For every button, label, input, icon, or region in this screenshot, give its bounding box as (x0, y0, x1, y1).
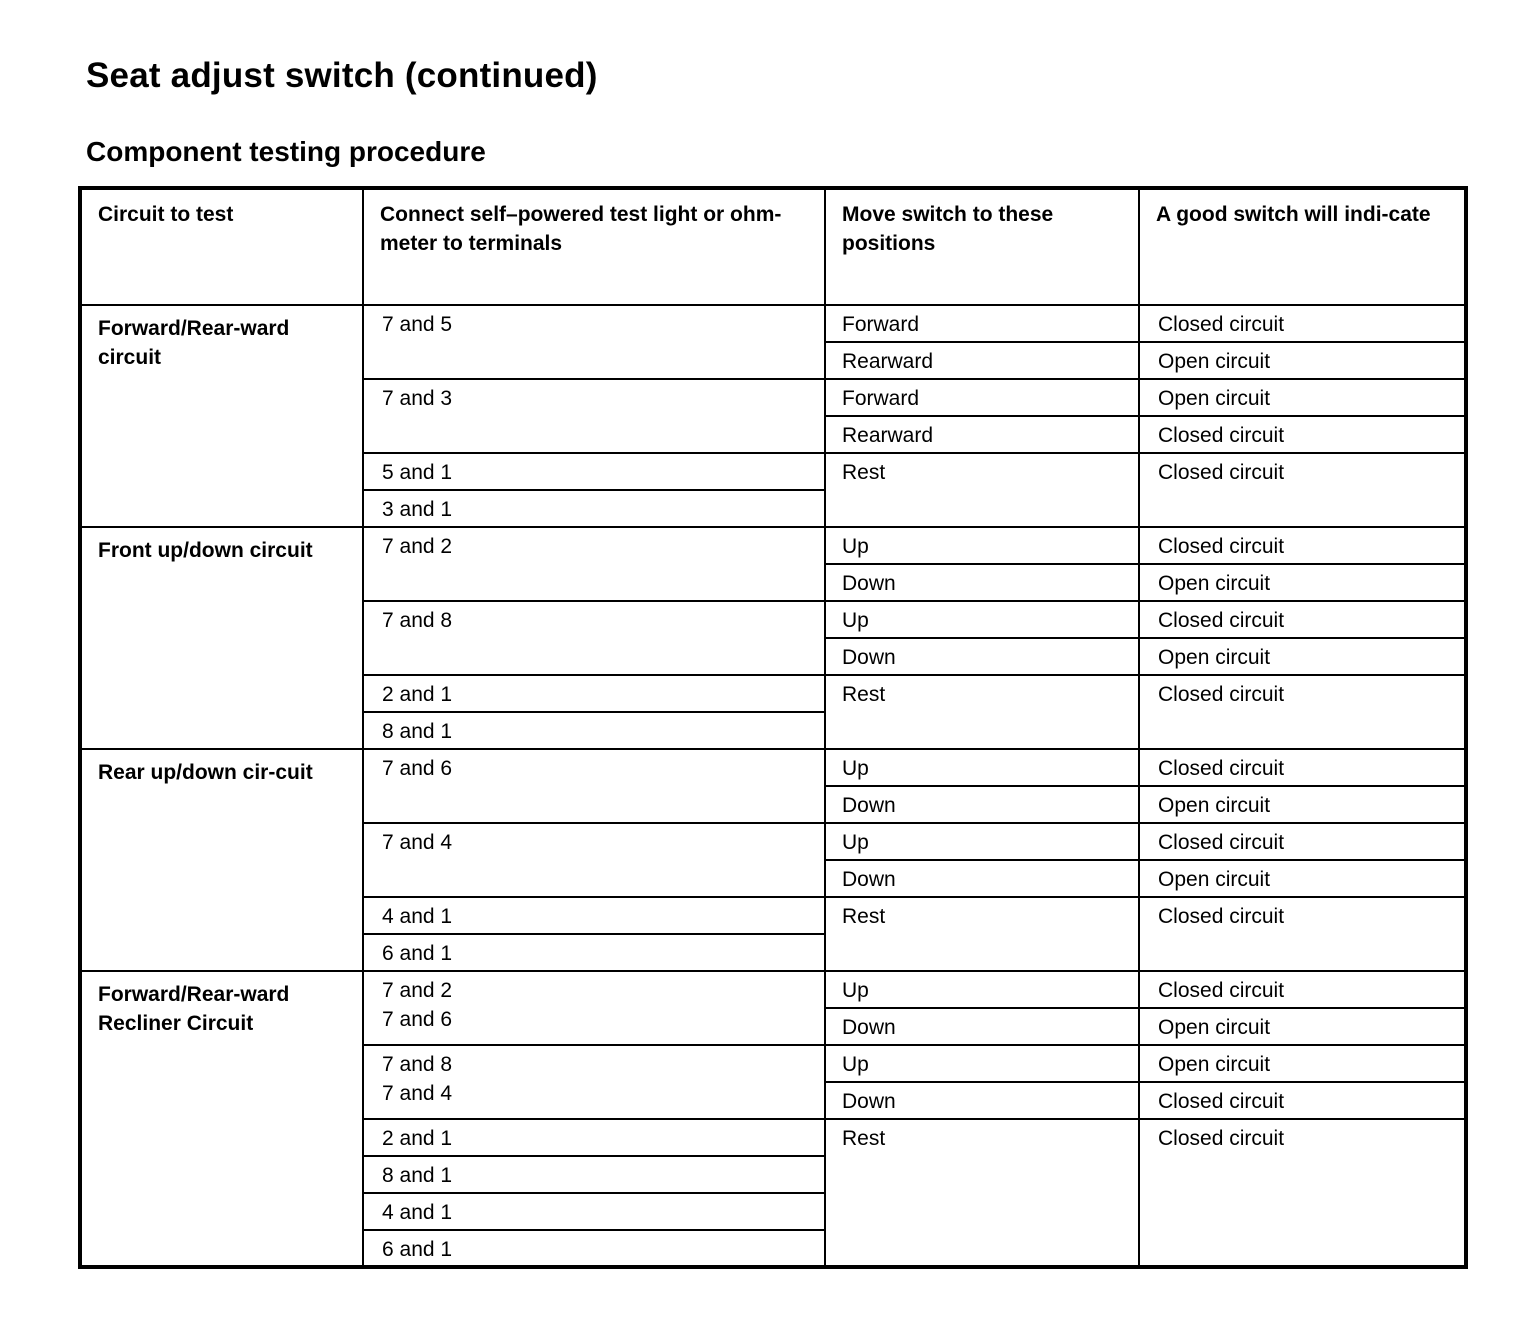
result-cell: Closed circuit (1139, 971, 1466, 1008)
header-positions: Move switch to these positions (825, 188, 1139, 305)
position-cell: Up (825, 823, 1139, 860)
terminals-cell: 3 and 1 (363, 490, 825, 527)
terminals-cell: 8 and 1 (363, 1156, 825, 1193)
position-cell: Up (825, 971, 1139, 1008)
position-cell: Forward (825, 305, 1139, 342)
table-row (80, 971, 1466, 1008)
result-cell: Open circuit (1139, 638, 1466, 675)
result-cell: Closed circuit (1139, 527, 1466, 564)
result-cell: Closed circuit (1139, 1082, 1466, 1119)
terminals-cell: 5 and 1 (363, 453, 825, 490)
result-cell: Closed circuit (1139, 675, 1466, 749)
terminals-cell: 2 and 1 (363, 675, 825, 712)
position-cell: Rest (825, 1119, 1139, 1267)
table-row (80, 527, 1466, 564)
terminals-cell: 4 and 1 (363, 897, 825, 934)
result-cell: Closed circuit (1139, 1119, 1466, 1267)
result-cell: Open circuit (1139, 342, 1466, 379)
circuit-name: Forward/Rear-ward Recliner Circuit (80, 971, 363, 1267)
section-subtitle: Component testing procedure (86, 136, 486, 167)
table-row (80, 305, 1466, 342)
result-cell: Open circuit (1139, 379, 1466, 416)
position-cell: Down (825, 638, 1139, 675)
terminals-cell: 7 and 2 7 and 6 (363, 971, 825, 1045)
terminals-cell: 4 and 1 (363, 1193, 825, 1230)
position-cell: Down (825, 1082, 1139, 1119)
component-test-table (78, 186, 1468, 1269)
terminals-cell: 8 and 1 (363, 712, 825, 749)
terminals-cell: 7 and 6 (363, 749, 825, 823)
position-cell: Forward (825, 379, 1139, 416)
terminals-cell: 2 and 1 (363, 1119, 825, 1156)
circuit-name: Front up/down circuit (80, 527, 363, 749)
result-cell: Closed circuit (1139, 416, 1466, 453)
header-result: A good switch will indi-cate (1139, 188, 1466, 305)
position-cell: Rest (825, 453, 1139, 527)
position-cell: Up (825, 1045, 1139, 1082)
position-cell: Down (825, 860, 1139, 897)
terminals-cell: 7 and 8 (363, 601, 825, 675)
result-cell: Open circuit (1139, 1008, 1466, 1045)
position-cell: Up (825, 749, 1139, 786)
terminals-cell: 7 and 4 (363, 823, 825, 897)
result-cell: Open circuit (1139, 1045, 1466, 1082)
position-cell: Up (825, 527, 1139, 564)
result-cell: Closed circuit (1139, 305, 1466, 342)
result-cell: Closed circuit (1139, 823, 1466, 860)
circuit-group-forward-rearward (80, 305, 1466, 527)
result-cell: Closed circuit (1139, 897, 1466, 971)
position-cell: Rearward (825, 342, 1139, 379)
position-cell: Rest (825, 675, 1139, 749)
terminals-cell: 6 and 1 (363, 934, 825, 971)
table-header-row (80, 188, 1466, 305)
circuit-name: Rear up/down cir-cuit (80, 749, 363, 971)
result-cell: Closed circuit (1139, 601, 1466, 638)
circuit-group-rear-up-down (80, 749, 1466, 971)
table-row (80, 749, 1466, 786)
circuit-group-recliner (80, 971, 1466, 1267)
result-cell: Closed circuit (1139, 749, 1466, 786)
position-cell: Rest (825, 897, 1139, 971)
terminals-cell: 7 and 8 7 and 4 (363, 1045, 825, 1119)
result-cell: Open circuit (1139, 860, 1466, 897)
terminals-cell: 7 and 5 (363, 305, 825, 379)
result-cell: Closed circuit (1139, 453, 1466, 527)
position-cell: Down (825, 564, 1139, 601)
page-title: Seat adjust switch (continued) (86, 56, 598, 95)
terminals-cell: 6 and 1 (363, 1230, 825, 1267)
terminals-cell: 7 and 2 (363, 527, 825, 601)
position-cell: Rearward (825, 416, 1139, 453)
terminals-cell: 7 and 3 (363, 379, 825, 453)
result-cell: Open circuit (1139, 564, 1466, 601)
result-cell: Open circuit (1139, 786, 1466, 823)
position-cell: Down (825, 1008, 1139, 1045)
position-cell: Up (825, 601, 1139, 638)
circuit-name: Forward/Rear-ward circuit (80, 305, 363, 527)
header-terminals: Connect self–powered test light or ohm-meter to terminals (363, 188, 825, 305)
header-circuit: Circuit to test (80, 188, 363, 305)
circuit-group-front-up-down (80, 527, 1466, 749)
position-cell: Down (825, 786, 1139, 823)
